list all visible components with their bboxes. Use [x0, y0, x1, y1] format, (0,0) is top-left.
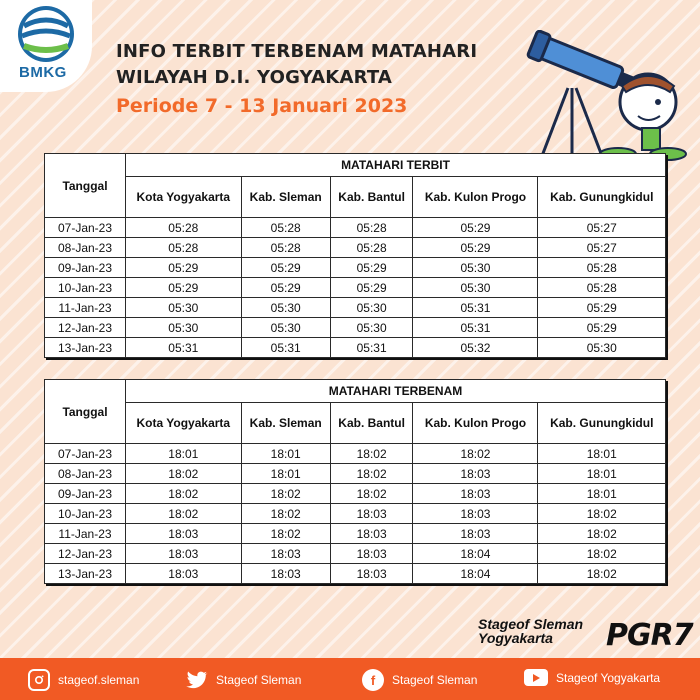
- time-cell: 18:03: [330, 564, 413, 584]
- time-cell: 05:31: [126, 338, 242, 358]
- time-cell: 05:30: [413, 258, 538, 278]
- pgr-logo: PGR7: [606, 618, 693, 653]
- date-cell: 12-Jan-23: [45, 318, 126, 338]
- facebook-icon: f: [362, 669, 384, 691]
- time-cell: 18:02: [330, 464, 413, 484]
- time-cell: 18:03: [241, 564, 330, 584]
- date-cell: 13-Jan-23: [45, 338, 126, 358]
- table-row: [45, 444, 666, 464]
- table-row: [45, 484, 666, 504]
- date-cell: 10-Jan-23: [45, 504, 126, 524]
- time-cell: 05:29: [413, 218, 538, 238]
- time-cell: 05:30: [126, 298, 242, 318]
- tanggal-header: Tanggal: [45, 380, 126, 444]
- youtube-icon: [524, 669, 548, 686]
- time-cell: 05:28: [126, 238, 242, 258]
- date-cell: 07-Jan-23: [45, 444, 126, 464]
- time-cell: 05:29: [330, 278, 413, 298]
- date-cell: 09-Jan-23: [45, 258, 126, 278]
- time-cell: 18:03: [413, 524, 538, 544]
- time-cell: 18:03: [330, 504, 413, 524]
- time-cell: 05:30: [241, 318, 330, 338]
- date-cell: 07-Jan-23: [45, 218, 126, 238]
- stageof-line-2: Yogyakarta: [478, 630, 553, 646]
- time-cell: 18:01: [241, 464, 330, 484]
- facebook-handle: Stageof Sleman: [392, 673, 478, 687]
- time-cell: 05:29: [330, 258, 413, 278]
- logo-text: BMKG: [19, 64, 67, 81]
- time-cell: 05:31: [330, 338, 413, 358]
- column-header: Kab. Gunungkidul: [538, 403, 666, 444]
- time-cell: 05:28: [538, 278, 666, 298]
- time-cell: 18:04: [413, 564, 538, 584]
- time-cell: 05:29: [538, 298, 666, 318]
- table-row: [45, 218, 666, 238]
- time-cell: 05:27: [538, 218, 666, 238]
- table-row: [45, 278, 666, 298]
- footer-instagram[interactable]: [28, 669, 139, 691]
- time-cell: 18:03: [126, 524, 242, 544]
- time-cell: 05:30: [241, 298, 330, 318]
- time-cell: 18:03: [413, 504, 538, 524]
- time-cell: 18:03: [126, 564, 242, 584]
- stageof-branding: [478, 617, 583, 645]
- sunset-table: [44, 379, 666, 584]
- time-cell: 05:30: [330, 318, 413, 338]
- time-cell: 18:02: [538, 524, 666, 544]
- table-row: [45, 298, 666, 318]
- footer-bar: [0, 658, 700, 700]
- time-cell: 05:28: [330, 218, 413, 238]
- time-cell: 05:28: [126, 218, 242, 238]
- time-cell: 05:30: [413, 278, 538, 298]
- tanggal-header: Tanggal: [45, 154, 126, 218]
- table-row: [45, 338, 666, 358]
- date-cell: 10-Jan-23: [45, 278, 126, 298]
- time-cell: 18:01: [126, 444, 242, 464]
- column-header: Kab. Sleman: [241, 403, 330, 444]
- time-cell: 18:02: [538, 564, 666, 584]
- time-cell: 18:02: [126, 504, 242, 524]
- table-row: [45, 504, 666, 524]
- time-cell: 05:32: [413, 338, 538, 358]
- date-cell: 11-Jan-23: [45, 524, 126, 544]
- time-cell: 05:28: [538, 258, 666, 278]
- time-cell: 18:02: [330, 484, 413, 504]
- twitter-handle: Stageof Sleman: [216, 673, 302, 687]
- time-cell: 18:02: [126, 484, 242, 504]
- time-cell: 18:04: [413, 544, 538, 564]
- period-text: Periode 7 - 13 Januari 2023: [116, 95, 408, 117]
- date-cell: 09-Jan-23: [45, 484, 126, 504]
- time-cell: 05:29: [241, 258, 330, 278]
- section-title-sunrise: MATAHARI TERBIT: [126, 154, 666, 177]
- time-cell: 05:30: [538, 338, 666, 358]
- column-header: Kota Yogyakarta: [126, 403, 242, 444]
- time-cell: 05:30: [330, 298, 413, 318]
- telescope-mascot-icon: [520, 30, 692, 162]
- time-cell: 05:28: [241, 218, 330, 238]
- section-title-sunset: MATAHARI TERBENAM: [126, 380, 666, 403]
- date-cell: 13-Jan-23: [45, 564, 126, 584]
- stageof-line-1: Stageof Sleman: [478, 616, 584, 632]
- time-cell: 05:28: [241, 238, 330, 258]
- time-cell: 18:03: [413, 464, 538, 484]
- time-cell: 05:31: [413, 298, 538, 318]
- time-cell: 18:02: [538, 544, 666, 564]
- time-cell: 18:01: [538, 464, 666, 484]
- instagram-handle: stageof.sleman: [58, 673, 140, 687]
- time-cell: 18:02: [241, 504, 330, 524]
- time-cell: 05:29: [538, 318, 666, 338]
- twitter-icon: [186, 669, 208, 691]
- time-cell: 05:29: [126, 278, 242, 298]
- time-cell: 05:28: [330, 238, 413, 258]
- column-header: Kab. Bantul: [330, 177, 413, 218]
- time-cell: 05:29: [126, 258, 242, 278]
- table-row: [45, 564, 666, 584]
- title-line-1: INFO TERBIT TERBENAM MATAHARI: [116, 41, 478, 62]
- time-cell: 18:02: [241, 524, 330, 544]
- column-header: Kota Yogyakarta: [126, 177, 242, 218]
- time-cell: 18:02: [126, 464, 242, 484]
- youtube-handle: Stageof Yogyakarta: [556, 670, 661, 685]
- time-cell: 18:01: [538, 484, 666, 504]
- time-cell: 05:31: [241, 338, 330, 358]
- time-cell: 05:29: [241, 278, 330, 298]
- title-line-2: WILAYAH D.I. YOGYAKARTA: [116, 67, 393, 88]
- time-cell: 18:01: [538, 444, 666, 464]
- time-cell: 18:01: [241, 444, 330, 464]
- instagram-icon: [28, 669, 50, 691]
- time-cell: 05:30: [126, 318, 242, 338]
- date-cell: 12-Jan-23: [45, 544, 126, 564]
- footer-facebook[interactable]: [362, 669, 477, 691]
- table-row: [45, 238, 666, 258]
- time-cell: 18:02: [241, 484, 330, 504]
- time-cell: 18:03: [126, 544, 242, 564]
- table-row: [45, 258, 666, 278]
- time-cell: 18:02: [538, 504, 666, 524]
- time-cell: 18:03: [330, 524, 413, 544]
- time-cell: 18:03: [413, 484, 538, 504]
- time-cell: 18:03: [330, 544, 413, 564]
- date-cell: 11-Jan-23: [45, 298, 126, 318]
- column-header: Kab. Sleman: [241, 177, 330, 218]
- table-row: [45, 464, 666, 484]
- date-cell: 08-Jan-23: [45, 238, 126, 258]
- column-header: Kab. Bantul: [330, 403, 413, 444]
- column-header: Kab. Kulon Progo: [413, 177, 538, 218]
- table-row: [45, 544, 666, 564]
- sunrise-table: [44, 153, 666, 358]
- table-row: [45, 318, 666, 338]
- time-cell: 18:02: [330, 444, 413, 464]
- column-header: Kab. Gunungkidul: [538, 177, 666, 218]
- time-cell: 05:29: [413, 238, 538, 258]
- footer-twitter[interactable]: [186, 669, 301, 691]
- column-header: Kab. Kulon Progo: [413, 403, 538, 444]
- footer-youtube[interactable]: [524, 669, 660, 686]
- time-cell: 18:02: [413, 444, 538, 464]
- time-cell: 05:27: [538, 238, 666, 258]
- date-cell: 08-Jan-23: [45, 464, 126, 484]
- time-cell: 05:31: [413, 318, 538, 338]
- table-row: [45, 524, 666, 544]
- bmkg-emblem-icon: [0, 0, 92, 70]
- time-cell: 18:03: [241, 544, 330, 564]
- bmkg-logo: [0, 0, 92, 92]
